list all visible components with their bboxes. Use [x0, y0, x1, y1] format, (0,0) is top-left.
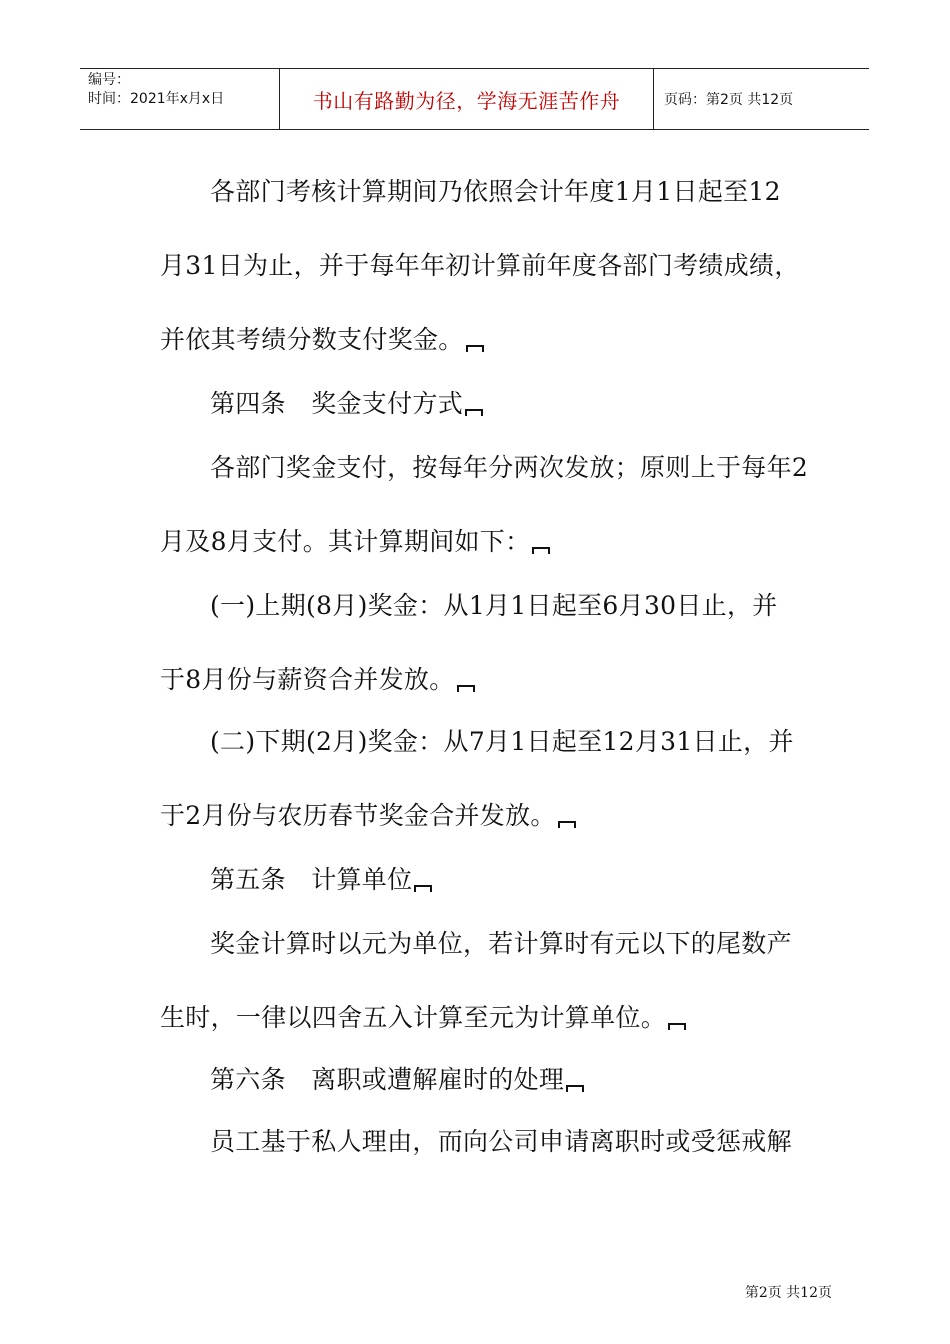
paragraph-mark-icon [457, 685, 475, 692]
body-line: 于2月份与农历春节奖金合并发放。 [160, 796, 576, 832]
article-heading: 第六条 离职或遭解雇时的处理 [210, 1060, 584, 1096]
body-line: 生时，一律以四舍五入计算至元为计算单位。 [160, 998, 686, 1034]
header-motto: 书山有路勤为径，学海无涯苦作舟 [280, 69, 654, 129]
body-line: 员工基于私人理由，而向公司申请离职时或受惩戒解 [210, 1127, 792, 1156]
article-heading: 第五条 计算单位 [210, 860, 432, 896]
body-line: (二)下期(2月)奖金：从7月1日起至12月31日止，并 [210, 727, 794, 756]
body-line: 各部门奖金支付，按每年分两次发放；原则上于每年2 [210, 453, 809, 482]
paragraph-mark-icon [466, 345, 484, 352]
paragraph-mark-icon [558, 821, 576, 828]
body-line: 月及8月支付。其计算期间如下： [160, 522, 550, 558]
body-line: 并依其考绩分数支付奖金。 [160, 320, 484, 356]
body-line: 奖金计算时以元为单位，若计算时有元以下的尾数产 [210, 929, 792, 958]
header-page-info: 页码：第2页 共12页 [664, 92, 794, 108]
paragraph-mark-icon [532, 547, 550, 554]
paragraph-mark-icon [566, 1085, 584, 1092]
time-label: 时间：2021年x月x日 [88, 91, 225, 107]
paragraph-mark-icon [414, 885, 432, 892]
header-meta [80, 69, 280, 129]
body-line: (一)上期(8月)奖金：从1月1日起至6月30日止，并 [210, 591, 778, 620]
article-heading: 第四条 奖金支付方式 [210, 384, 483, 420]
paragraph-mark-icon [668, 1023, 686, 1030]
body-line: 月31日为止，并于每年年初计算前年度各部门考绩成绩， [160, 251, 800, 280]
document-header [80, 68, 869, 130]
body-line: 各部门考核计算期间乃依照会计年度1月1日起至12 [210, 177, 781, 206]
number-label: 编号： [88, 72, 130, 88]
paragraph-mark-icon [465, 409, 483, 416]
body-line: 于8月份与薪资合并发放。 [160, 660, 475, 696]
page-footer: 第2页 共12页 [744, 1285, 832, 1301]
